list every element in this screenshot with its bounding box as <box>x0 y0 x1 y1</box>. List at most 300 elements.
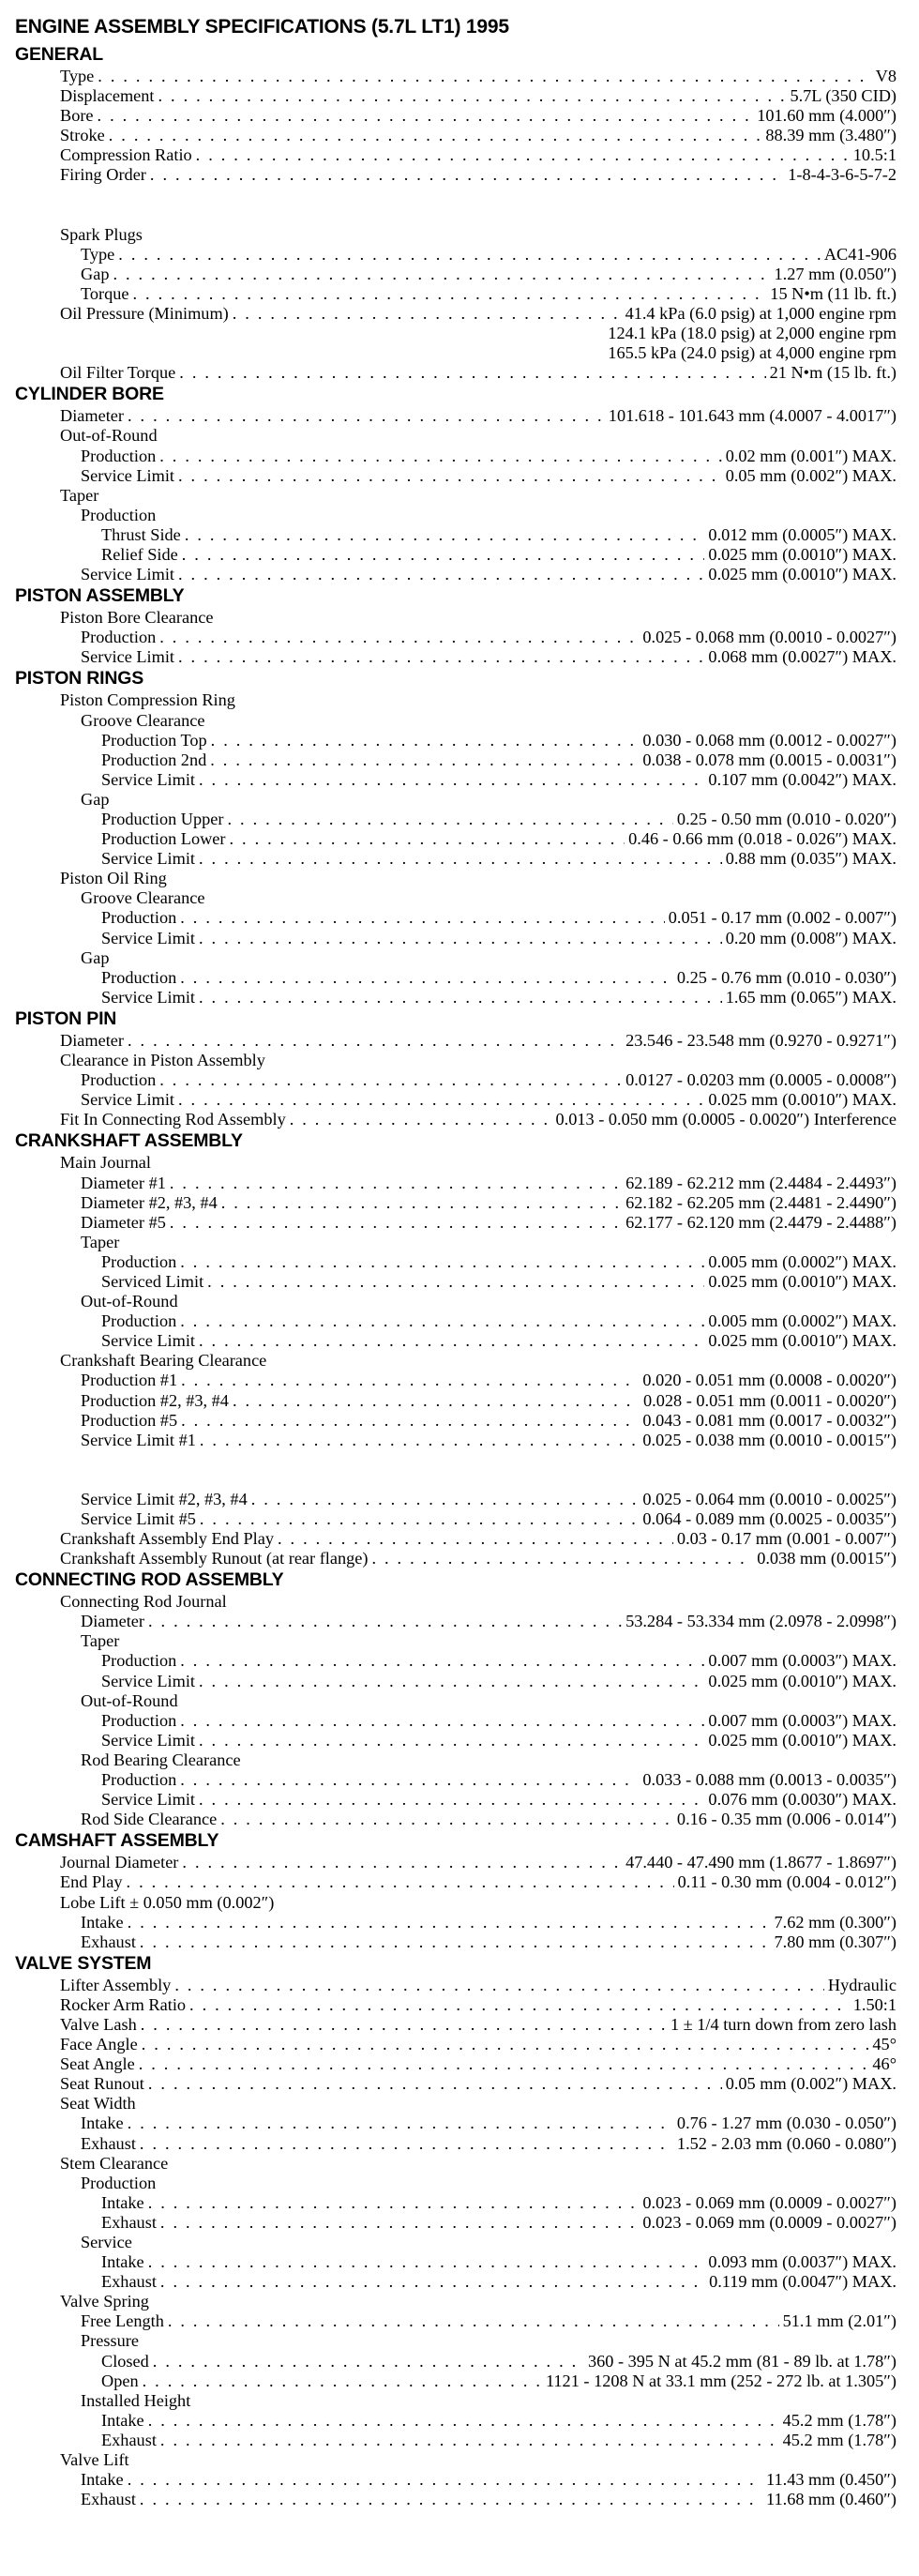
spec-value: 0.88 mm (0.035″) MAX. <box>725 849 896 869</box>
dot-leader <box>251 1490 640 1509</box>
spec-label: Exhaust <box>81 1932 136 1951</box>
spec-value: 360 - 395 N at 45.2 mm (81 - 89 lb. at 1.78″) <box>587 2351 896 2371</box>
dot-leader <box>160 2431 779 2450</box>
dot-leader <box>182 1853 622 1872</box>
spec-value: 0.005 mm (0.0002″) MAX. <box>708 1311 896 1331</box>
dot-leader <box>182 545 705 565</box>
spec-row <box>15 126 896 145</box>
dot-leader <box>233 1391 640 1411</box>
spec-row <box>15 750 896 770</box>
spec-row <box>15 2431 896 2450</box>
spec-row <box>15 2193 896 2213</box>
spec-row <box>15 1193 896 1213</box>
spec-label: Service Limit #5 <box>81 1508 196 1528</box>
spec-section <box>15 1568 896 1829</box>
spec-row <box>15 1913 896 1932</box>
spec-label: Fit In Connecting Rod Assembly <box>60 1110 286 1129</box>
spec-label: Thrust Side <box>101 524 181 544</box>
spec-label: Clearance in Piston Assembly <box>60 1051 265 1070</box>
spec-label: Installed Height <box>81 2390 191 2410</box>
spec-row <box>15 1672 896 1691</box>
spec-label: Production <box>81 446 157 465</box>
spec-value: 0.007 mm (0.0003″) MAX. <box>708 1651 896 1671</box>
spec-row <box>15 1509 896 1529</box>
spec-value: 0.025 mm (0.0010″) MAX. <box>708 1730 896 1750</box>
spec-value: 0.119 mm (0.0047″) MAX. <box>709 2272 896 2292</box>
dot-leader <box>140 2490 762 2509</box>
spec-row <box>15 908 896 928</box>
spec-value: 0.25 - 0.50 mm (0.010 - 0.020″) <box>676 810 896 828</box>
spec-label: Production <box>101 1251 177 1271</box>
spec-label: Exhaust <box>81 2490 136 2509</box>
dot-leader <box>211 731 640 750</box>
dot-leader <box>128 1031 622 1051</box>
spec-label: Production <box>101 1710 177 1730</box>
dot-leader <box>98 106 754 126</box>
section-header: CONNECTING ROD ASSEMBLY <box>15 1569 284 1591</box>
dot-leader <box>278 1529 673 1549</box>
spec-label: Service Limit <box>101 987 196 1007</box>
section-header: PISTON RINGS <box>15 668 144 689</box>
spec-label: Intake <box>101 2410 144 2430</box>
spec-value: 0.020 - 0.051 mm (0.0008 - 0.0020″) <box>642 1371 896 1390</box>
spec-value: 0.043 - 0.081 mm (0.0017 - 0.0032″) <box>642 1410 896 1430</box>
dot-leader <box>178 565 704 584</box>
spec-value: 1.52 - 2.03 mm (0.060 - 0.080″) <box>676 2133 896 2153</box>
spec-row <box>15 968 896 988</box>
spec-label: Stroke <box>60 126 105 145</box>
spec-value: 0.025 mm (0.0010″) MAX. <box>708 544 896 564</box>
spec-label: Service Limit <box>101 928 196 947</box>
spec-label: Production <box>101 1311 177 1331</box>
spec-label: Production <box>81 628 157 647</box>
spec-row <box>15 2114 896 2133</box>
spacer <box>15 1450 896 1490</box>
dot-leader <box>178 466 722 486</box>
spec-value: 1-8-4-3-6-5-7-2 <box>788 165 896 185</box>
spec-value: 0.025 mm (0.0010″) MAX. <box>708 1671 896 1690</box>
spec-value: 0.093 mm (0.0037″) MAX. <box>708 2252 896 2272</box>
spec-row <box>15 1391 896 1411</box>
spec-label: Gap <box>81 789 110 809</box>
dot-leader <box>139 2054 869 2074</box>
spec-row <box>15 810 896 829</box>
spec-label: Seat Width <box>60 2094 136 2114</box>
spec-row <box>15 506 896 525</box>
spec-row <box>15 2272 896 2292</box>
spec-row <box>15 988 896 1008</box>
spec-label: Production <box>81 1070 157 1090</box>
spec-row <box>15 426 896 446</box>
document-title: ENGINE ASSEMBLY SPECIFICATIONS (5.7L LT1) 1995 <box>15 16 509 38</box>
spec-value: 0.076 mm (0.0030″) MAX. <box>708 1790 896 1810</box>
spec-row <box>15 86 896 106</box>
spec-row <box>15 2371 896 2391</box>
dot-leader <box>189 1995 850 2015</box>
spec-label: Groove Clearance <box>81 888 205 908</box>
spec-label: Service Limit <box>81 465 175 485</box>
spec-label: Service Limit <box>81 1090 175 1110</box>
spec-label: Stem Clearance <box>60 2153 169 2173</box>
spec-label: Production #1 <box>81 1371 178 1390</box>
spec-value: 0.033 - 0.088 mm (0.0013 - 0.0035″) <box>642 1770 896 1790</box>
spec-row <box>15 1233 896 1252</box>
spec-row <box>15 1213 896 1233</box>
spec-row <box>15 1490 896 1509</box>
spec-row <box>15 1976 896 1995</box>
spec-label: Firing Order <box>60 165 146 185</box>
spec-row <box>15 447 896 466</box>
spec-row <box>15 888 896 908</box>
spec-row <box>15 2054 896 2074</box>
dot-leader <box>128 1913 771 1932</box>
spec-label: Valve Lift <box>60 2450 129 2470</box>
spec-label: Diameter <box>60 406 125 426</box>
spec-label: Production 2nd <box>101 750 207 769</box>
spacer <box>15 186 896 225</box>
dot-leader <box>148 2193 640 2213</box>
spec-value: 101.618 - 101.643 mm (4.0007 - 4.0017″) <box>608 406 896 426</box>
dot-leader <box>113 265 770 284</box>
spec-row <box>15 1070 896 1090</box>
spec-row <box>15 225 896 245</box>
spec-value: 11.68 mm (0.460″) <box>766 2490 896 2509</box>
spec-value: 7.80 mm (0.307″) <box>774 1932 896 1951</box>
dot-leader <box>180 908 665 928</box>
spec-row <box>15 1431 896 1450</box>
dot-leader <box>159 1070 622 1090</box>
spec-label: Bore <box>60 106 94 126</box>
spec-label: Intake <box>81 1912 124 1932</box>
spec-row <box>15 1292 896 1311</box>
spec-sections <box>15 43 896 2509</box>
spec-label: Intake <box>81 2114 124 2133</box>
spec-value: Hydraulic <box>827 1975 896 1994</box>
spec-label: Service Limit <box>101 849 196 869</box>
section-header: PISTON PIN <box>15 1008 117 1029</box>
dot-leader <box>180 1651 704 1671</box>
spec-label: Crankshaft Bearing Clearance <box>60 1351 267 1371</box>
spec-row <box>15 1853 896 1872</box>
spec-label: Intake <box>101 2252 144 2272</box>
spec-row <box>15 1651 896 1671</box>
spec-row <box>15 647 896 667</box>
spec-row <box>15 2213 896 2233</box>
spec-label: Piston Bore Clearance <box>60 608 214 628</box>
dot-leader <box>128 2114 673 2133</box>
spec-value: 1.65 mm (0.065″) MAX. <box>725 987 896 1007</box>
spec-label: Service Limit <box>81 565 175 584</box>
spec-label: Open <box>101 2371 139 2390</box>
spec-value: 0.013 - 0.050 mm (0.0005 - 0.0020″) Interference <box>555 1110 896 1129</box>
spec-row <box>15 1311 896 1331</box>
section-header: CAMSHAFT ASSEMBLY <box>15 1830 219 1852</box>
spec-row <box>15 849 896 869</box>
spec-value: 0.76 - 1.27 mm (0.030 - 0.050″) <box>676 2114 896 2133</box>
spec-label: Exhaust <box>81 2133 136 2153</box>
spec-row <box>15 525 896 545</box>
spec-row <box>15 466 896 486</box>
spec-label: Taper <box>81 1232 120 1251</box>
spec-value: 165.5 kPa (24.0 psig) at 4,000 engine rpm <box>608 343 896 363</box>
spec-row <box>15 2154 896 2174</box>
dot-leader <box>174 1976 824 1995</box>
spec-row <box>15 1351 896 1371</box>
dot-leader <box>158 86 787 106</box>
dot-leader <box>178 647 704 667</box>
spec-row <box>15 1790 896 1810</box>
spec-label: Gap <box>81 264 110 283</box>
spec-row <box>15 406 896 426</box>
dot-leader <box>233 304 622 324</box>
spec-value: 0.0127 - 0.0203 mm (0.0005 - 0.0008″) <box>625 1070 896 1090</box>
section-header: CRANKSHAFT ASSEMBLY <box>15 1130 243 1152</box>
spec-label: Lobe Lift ± 0.050 mm (0.002″) <box>60 1892 275 1912</box>
spec-label: Service Limit #1 <box>81 1430 196 1449</box>
dot-leader <box>199 849 722 869</box>
spec-row <box>15 1691 896 1711</box>
spec-label: Diameter <box>81 1612 145 1631</box>
dot-leader <box>148 1612 622 1631</box>
spec-label: Rod Bearing Clearance <box>81 1750 241 1769</box>
spec-label: Relief Side <box>101 544 178 564</box>
spec-value: 45.2 mm (1.78″) <box>782 2410 896 2430</box>
spec-value: 5.7L (350 CID) <box>790 86 896 106</box>
dot-leader <box>371 1549 753 1568</box>
spec-label: Displacement <box>60 86 155 106</box>
spec-value: AC41-906 <box>823 244 896 264</box>
dot-leader <box>185 525 705 545</box>
dot-leader <box>148 2074 722 2094</box>
spec-label: Journal Diameter <box>60 1853 179 1872</box>
spec-label: Exhaust <box>101 2430 157 2449</box>
spec-value: 15 N•m (11 lb. ft.) <box>770 283 896 303</box>
spec-label: Piston Compression Ring <box>60 690 235 710</box>
dot-leader <box>180 1711 704 1731</box>
spec-section <box>15 1008 896 1129</box>
spec-value: 0.025 - 0.068 mm (0.0010 - 0.0027″) <box>642 628 896 647</box>
dot-leader <box>140 1932 771 1952</box>
dot-leader <box>170 1213 622 1233</box>
spec-label: Main Journal <box>60 1153 151 1173</box>
spec-label: Rod Side Clearance <box>81 1810 218 1829</box>
spec-value: 62.189 - 62.212 mm (2.4484 - 2.4493″) <box>625 1173 896 1192</box>
spec-label: Pressure <box>81 2331 139 2351</box>
dot-leader <box>128 406 605 426</box>
dot-leader <box>207 1272 704 1292</box>
spec-row <box>15 1770 896 1790</box>
spec-value: 1 ± 1/4 turn down from zero lash <box>670 2014 896 2034</box>
spec-value: 0.02 mm (0.001″) MAX. <box>725 446 896 465</box>
spec-value: 101.60 mm (4.000″) <box>757 106 896 126</box>
spec-label: Diameter #5 <box>81 1212 166 1232</box>
spec-label: Rocker Arm Ratio <box>60 1994 187 2014</box>
spec-row <box>15 1153 896 1173</box>
dot-leader <box>180 1311 704 1331</box>
spec-label: Production #5 <box>81 1410 178 1430</box>
spec-row <box>15 1331 896 1351</box>
spec-value: 0.025 mm (0.0010″) MAX. <box>708 1331 896 1351</box>
spec-label: Piston Oil Ring <box>60 869 167 888</box>
spec-label: Type <box>60 67 95 85</box>
spec-label: Diameter <box>60 1030 125 1050</box>
dot-leader <box>133 284 767 304</box>
spec-label: Type <box>81 244 115 264</box>
spec-value: 0.068 mm (0.0027″) MAX. <box>708 647 896 667</box>
spec-label: Production #2, #3, #4 <box>81 1390 229 1410</box>
spec-label: Service Limit <box>101 1331 196 1351</box>
dot-leader <box>179 363 765 383</box>
spec-value: 0.11 - 0.30 mm (0.004 - 0.012″) <box>677 1872 896 1892</box>
spec-value: 62.177 - 62.120 mm (2.4479 - 2.4488″) <box>625 1212 896 1232</box>
dot-leader <box>118 245 821 265</box>
dot-leader <box>150 165 784 185</box>
spec-row <box>15 770 896 790</box>
spec-section <box>15 1829 896 1951</box>
dot-leader <box>148 2252 705 2272</box>
spec-value: 0.007 mm (0.0003″) MAX. <box>708 1710 896 1730</box>
spec-row <box>15 1810 896 1829</box>
spec-value: 0.051 - 0.17 mm (0.002 - 0.007″) <box>668 908 896 928</box>
dot-leader <box>128 2470 762 2490</box>
spec-value: 53.284 - 53.334 mm (2.0978 - 2.0998″) <box>625 1612 896 1631</box>
spec-row <box>15 1932 896 1952</box>
spec-row <box>15 1893 896 1913</box>
spec-label: Production <box>81 505 157 524</box>
spec-label: Serviced Limit <box>101 1271 204 1291</box>
spec-value: 62.182 - 62.205 mm (2.4481 - 2.4490″) <box>625 1192 896 1212</box>
spec-value: 124.1 kPa (18.0 psig) at 2,000 engine rpm <box>608 324 896 343</box>
spec-value: 0.038 - 0.078 mm (0.0015 - 0.0031″) <box>642 750 896 769</box>
spec-label: Seat Angle <box>60 2054 135 2074</box>
spec-label: End Play <box>60 1872 123 1892</box>
dot-leader <box>210 750 639 770</box>
spec-section <box>15 584 896 667</box>
spec-value: 41.4 kPa (6.0 psig) at 1,000 engine rpm <box>625 303 896 323</box>
spec-value: 0.46 - 0.66 mm (0.018 - 0.026″) MAX. <box>628 829 896 849</box>
spec-value: 0.025 mm (0.0010″) MAX. <box>708 1271 896 1291</box>
spec-label: Production Lower <box>101 829 226 849</box>
spec-value: 0.05 mm (0.002″) MAX. <box>725 2074 896 2094</box>
spec-label: Taper <box>81 1631 120 1651</box>
spec-row-continuation <box>15 343 896 363</box>
spec-value: 0.038 mm (0.0015″) <box>757 1549 896 1568</box>
spec-value: 0.005 mm (0.0002″) MAX. <box>708 1251 896 1271</box>
spec-row <box>15 2311 896 2331</box>
spec-label: Torque <box>81 283 129 303</box>
spec-row-continuation <box>15 324 896 343</box>
spec-label: Closed <box>101 2351 149 2371</box>
spec-row <box>15 2470 896 2490</box>
spec-row <box>15 2233 896 2252</box>
spec-value: 0.05 mm (0.002″) MAX. <box>725 465 896 485</box>
spec-row <box>15 304 896 324</box>
spec-label: Service <box>81 2233 132 2251</box>
spec-section <box>15 383 896 584</box>
spec-row <box>15 1411 896 1431</box>
spec-label: Valve Lash <box>60 2014 137 2034</box>
spec-row <box>15 1110 896 1129</box>
spec-row <box>15 628 896 647</box>
spec-row <box>15 1711 896 1731</box>
spec-row <box>15 2174 896 2193</box>
dot-leader <box>178 1090 704 1110</box>
spec-row <box>15 711 896 731</box>
spec-row <box>15 929 896 948</box>
spec-label: Free Length <box>81 2311 164 2331</box>
spec-row <box>15 1612 896 1631</box>
spec-label: Exhaust <box>101 2212 157 2232</box>
spec-label: Production Top <box>101 730 207 750</box>
spec-label: Seat Runout <box>60 2074 144 2094</box>
dot-leader <box>180 1252 704 1272</box>
dot-leader <box>153 2352 584 2371</box>
spec-value: 1121 - 1208 N at 33.1 mm (252 - 272 lb. at 1.305″) <box>545 2371 896 2390</box>
spec-label: Intake <box>101 2192 144 2212</box>
spec-section <box>15 1129 896 1568</box>
spec-row <box>15 869 896 888</box>
spec-label: Production <box>101 1651 177 1671</box>
spec-row <box>15 1051 896 1070</box>
spec-value: 23.546 - 23.548 mm (0.9270 - 0.9271″) <box>625 1030 896 1050</box>
dot-leader <box>290 1110 552 1129</box>
spec-row <box>15 1731 896 1750</box>
spec-label: Crankshaft Assembly End Play <box>60 1529 274 1548</box>
spec-value: 47.440 - 47.490 mm (1.8677 - 1.8697″) <box>625 1853 896 1872</box>
spec-row <box>15 1031 896 1051</box>
spec-row <box>15 363 896 383</box>
spec-row <box>15 2074 896 2094</box>
dot-leader <box>109 126 762 145</box>
spec-row <box>15 2252 896 2272</box>
spec-value: 10.5:1 <box>852 145 896 165</box>
spec-value: 11.43 mm (0.450″) <box>766 2470 896 2490</box>
dot-leader <box>168 2311 779 2331</box>
dot-leader <box>228 810 673 829</box>
spec-row <box>15 2035 896 2054</box>
spec-row <box>15 486 896 506</box>
spec-label: Diameter #1 <box>81 1173 166 1192</box>
dot-leader <box>200 1431 639 1450</box>
spec-row <box>15 145 896 165</box>
spec-value: 0.025 mm (0.0010″) MAX. <box>708 565 896 584</box>
spec-label: Groove Clearance <box>81 710 205 730</box>
spec-value: 0.025 - 0.038 mm (0.0010 - 0.0015″) <box>642 1430 896 1449</box>
dot-leader <box>199 1672 704 1691</box>
spec-row <box>15 2450 896 2470</box>
spec-row <box>15 1592 896 1612</box>
spec-label: Service Limit <box>101 769 196 789</box>
spec-value: 0.030 - 0.068 mm (0.0012 - 0.0027″) <box>642 730 896 750</box>
spec-label: Taper <box>60 485 99 505</box>
spec-row <box>15 2015 896 2035</box>
dot-leader <box>159 447 721 466</box>
spec-section <box>15 1952 896 2510</box>
spec-value: 0.023 - 0.069 mm (0.0009 - 0.0027″) <box>642 2192 896 2212</box>
spec-value: 0.028 - 0.051 mm (0.0011 - 0.0020″) <box>643 1390 896 1410</box>
spec-section <box>15 667 896 1008</box>
spec-row <box>15 2094 896 2114</box>
spec-label: Out-of-Round <box>81 1292 178 1311</box>
spec-label: Production <box>101 908 177 928</box>
spec-value: 1.27 mm (0.050″) <box>774 264 896 283</box>
spec-row <box>15 1631 896 1651</box>
spec-row <box>15 2352 896 2371</box>
dot-leader <box>159 628 639 647</box>
spec-value: 0.025 - 0.064 mm (0.0010 - 0.0025″) <box>642 1489 896 1508</box>
spec-row <box>15 565 896 584</box>
dot-leader <box>127 1872 674 1892</box>
